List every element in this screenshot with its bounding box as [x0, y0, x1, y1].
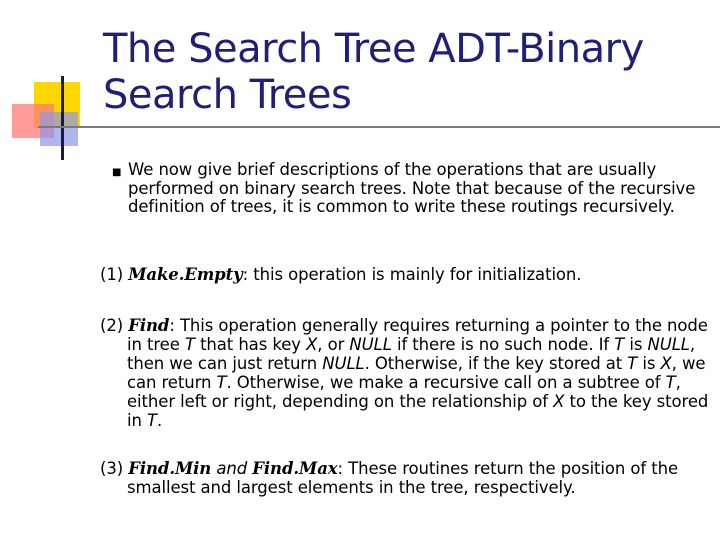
find-min-term: Find.Min	[128, 459, 212, 478]
bullet-paragraph: We now give brief descriptions of the operations that are usually performed on binary search trees. Note that because of the recursive definition of trees, it is common to write these routings recursively.	[128, 160, 696, 216]
title-underline	[38, 126, 720, 128]
bullet-square-icon: ■	[112, 167, 122, 178]
slide-title: The Search Tree ADT-Binary Search Trees	[103, 26, 644, 118]
find-term: Find	[128, 316, 170, 335]
find-max-term: Find.Max	[252, 459, 338, 478]
decor-blue-square	[40, 112, 78, 146]
item-find: (2) Find: This operation generally requires returning a pointer to the node in tree T that has key X, or NULL if there is no such node. If T is NULL, then we can just return NULL. Otherwise, if the key stored at T is X, we can return T. Otherwise, we make a recursive call on a subtree of T, either left or right, depending on the relationship of X to the key stored in T.	[100, 316, 709, 430]
item-find-min-max: (3) Find.Min and Find.Max: These routines return the position of the smallest and largest elements in the tree, respectively.	[100, 459, 679, 497]
decor-vertical-line	[61, 76, 64, 160]
item-make-empty: (1) Make.Empty: this operation is mainly for initialization.	[100, 265, 582, 284]
make-empty-term: Make.Empty	[128, 265, 243, 284]
